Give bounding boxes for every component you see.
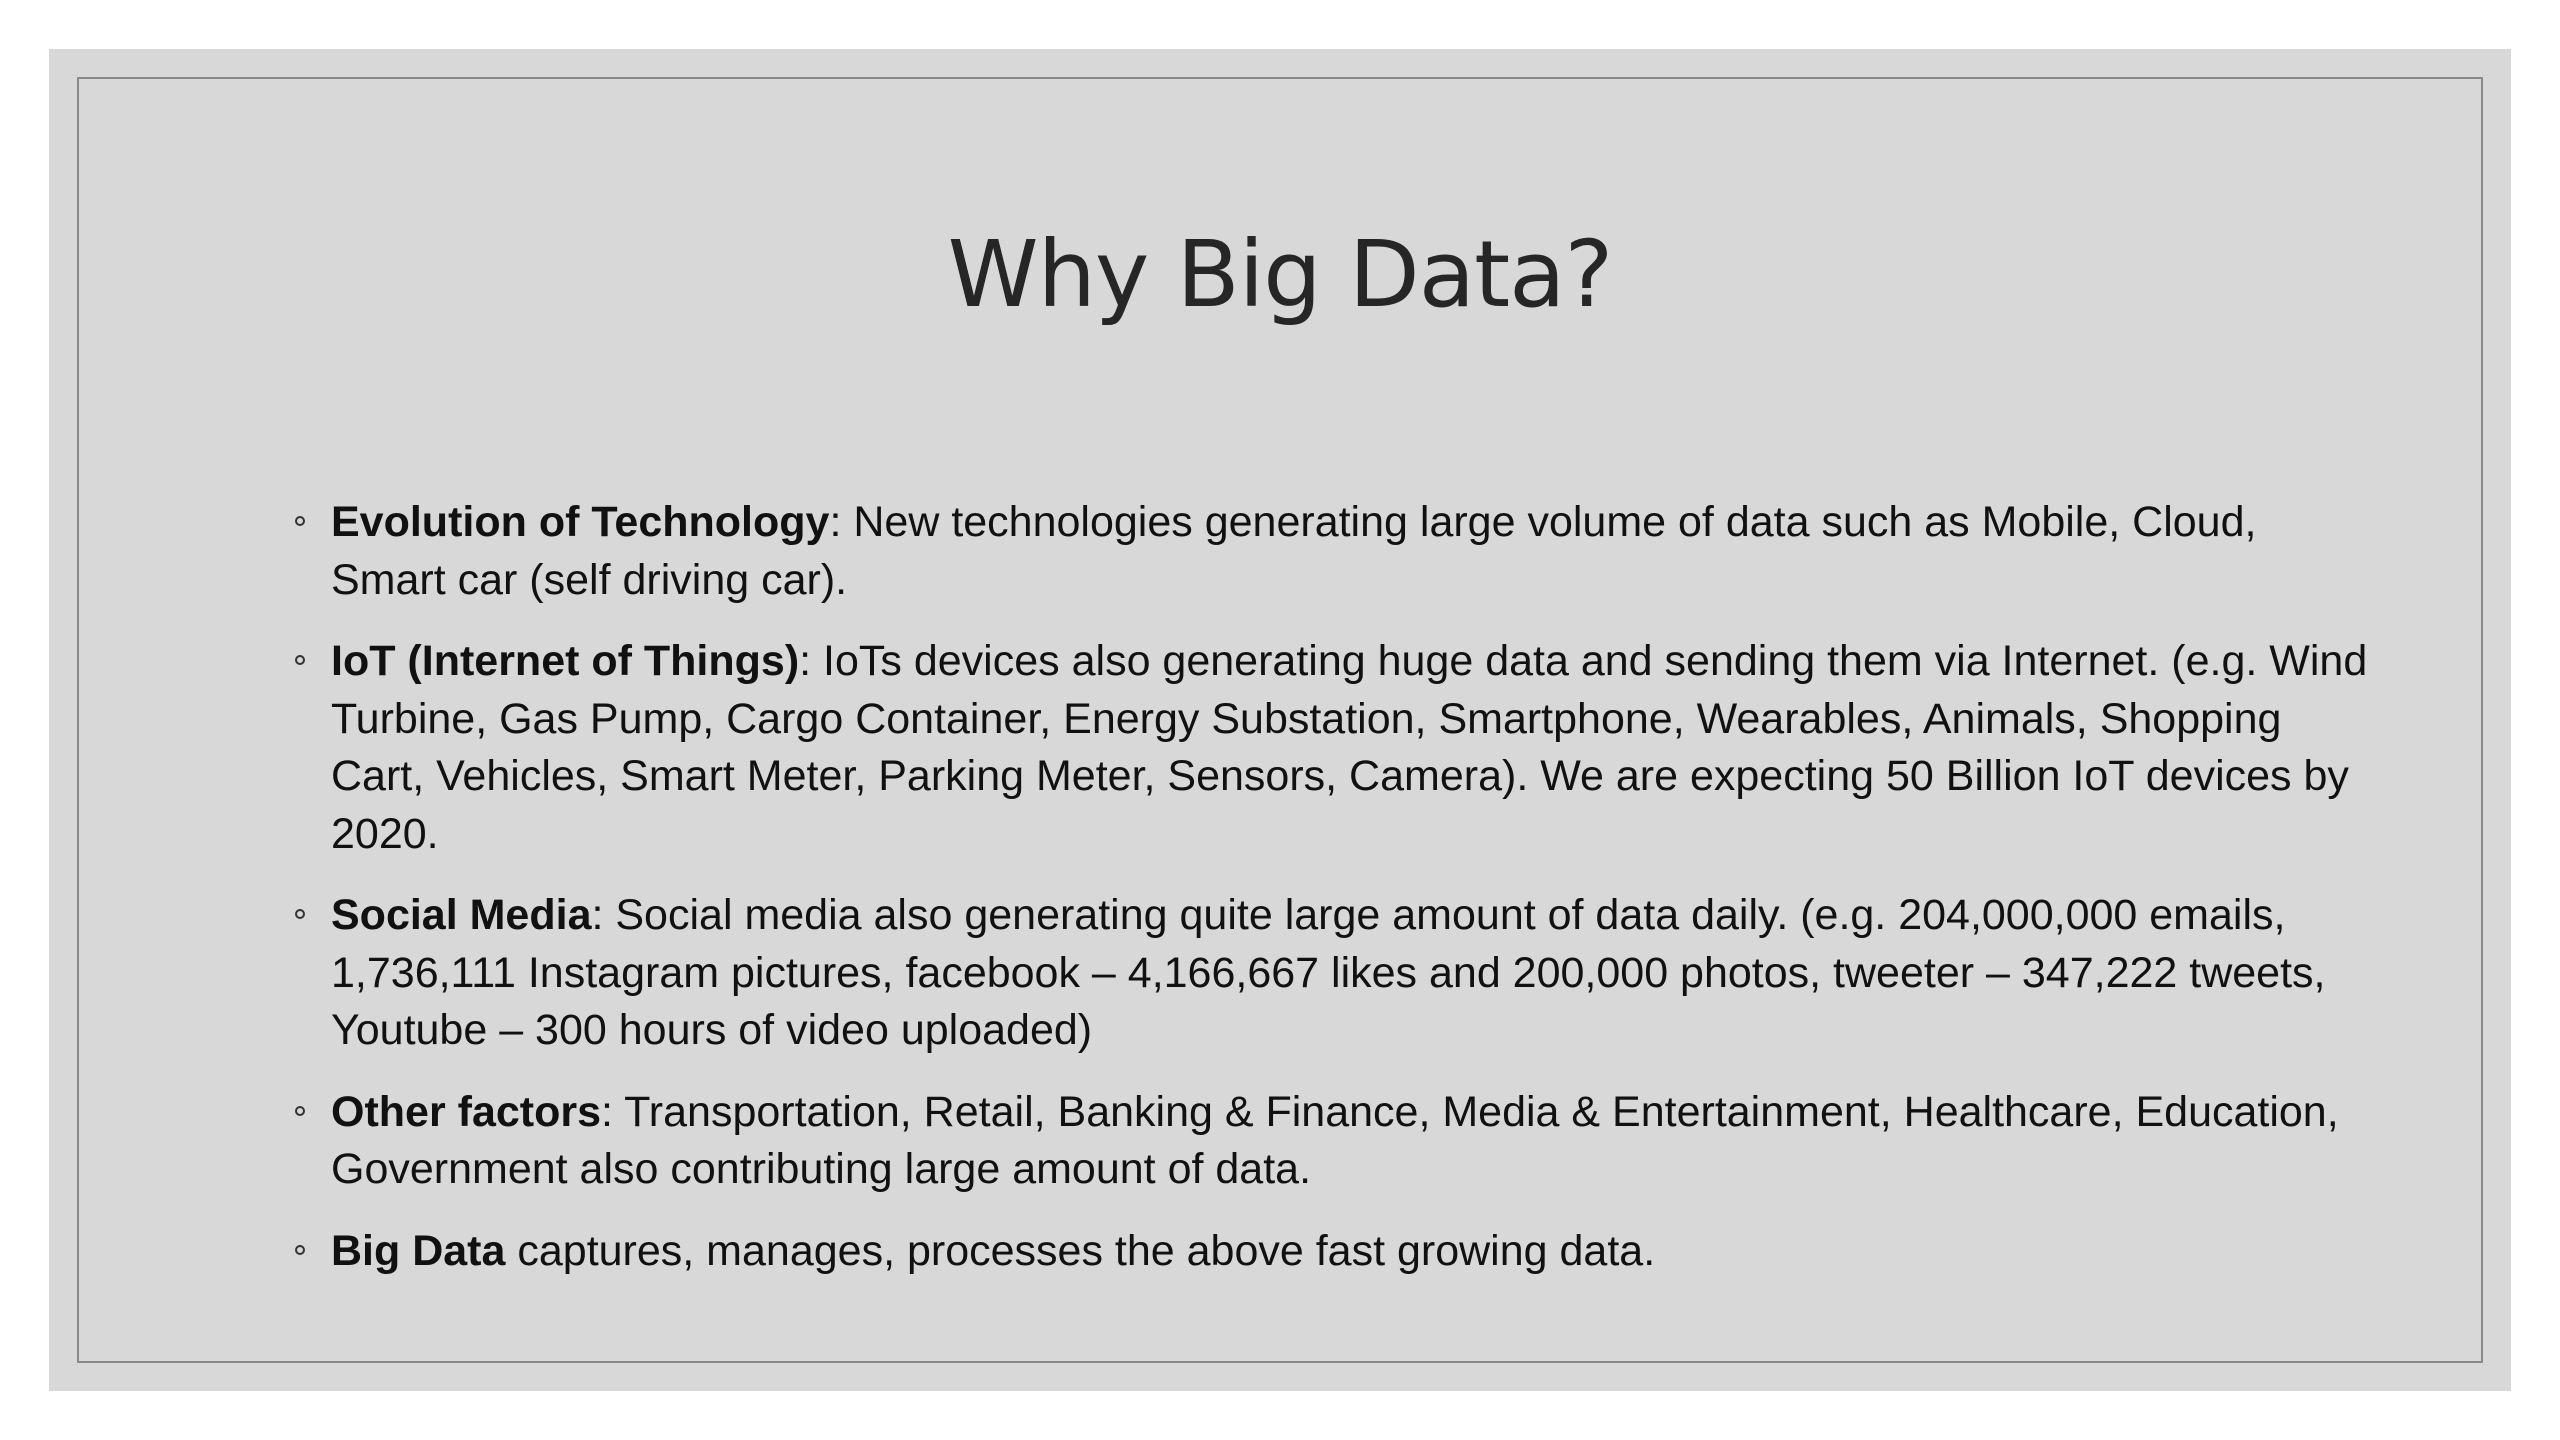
hollow-circle-bullet-icon: [295, 655, 305, 665]
hollow-circle-bullet-icon: [295, 909, 305, 919]
hollow-circle-bullet-icon: [295, 516, 305, 526]
bullet-heading: IoT (Internet of Things): [331, 637, 800, 685]
bullet-text: : Social media also generating quite large amount of data daily. (e.g. 204,000,000 emails, 1,736,111 Instagram pictures, facebook – 4,166,667 likes and 200,000 photos, tweeter – 347,222 tweets, Youtube – 300 hours of video uploaded): [331, 891, 2326, 1054]
bullet-heading: Big Data: [331, 1226, 506, 1275]
hollow-circle-bullet-icon: [295, 1245, 305, 1255]
bullet-heading: Social Media: [331, 891, 592, 939]
bullet-item-social-media: [281, 887, 2371, 1060]
bullet-text: : Transportation, Retail, Banking & Finance, Media & Entertainment, Healthcare, Education, Government also contributing large amount of data.: [331, 1087, 2339, 1193]
bullet-heading: Other factors: [331, 1087, 602, 1136]
slide-title: Why Big Data?: [947, 221, 1613, 328]
hollow-circle-bullet-icon: [295, 1106, 305, 1116]
bullet-text: : New technologies generating large volume of data such as Mobile, Cloud, Smart car (self driving car).: [331, 498, 2257, 604]
bullet-item-evolution-of-technology: [281, 494, 2371, 609]
bullet-item-big-data: [281, 1223, 2371, 1281]
bullet-text: : IoTs devices also generating huge data and sending them via Internet. (e.g. Wind Turbine, Gas Pump, Cargo Container, Energy Substation, Smartphone, Wearables, Animals, Shopping Cart, Vehicles, Smart Meter, Parking Meter, Sensors, Camera). We are expecting 50 Billion IoT devices by 2020.: [331, 637, 2368, 858]
bullet-heading: Evolution of Technology: [331, 498, 830, 546]
bullet-item-iot: [281, 633, 2371, 863]
bullet-item-other-factors: [281, 1084, 2371, 1199]
bullet-list: [281, 494, 2371, 1304]
bullet-text: captures, manages, processes the above fast growing data.: [505, 1226, 1656, 1275]
slide: [49, 49, 2511, 1391]
